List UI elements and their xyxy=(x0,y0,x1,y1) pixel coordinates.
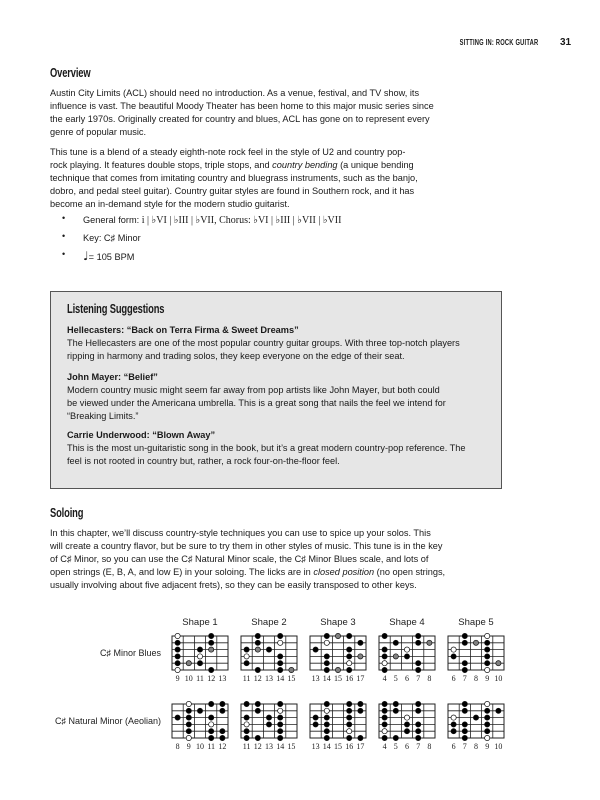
text-line: genre of popular music. xyxy=(50,127,147,137)
scale-note-dot xyxy=(220,729,225,734)
scale-note-dot xyxy=(382,667,387,672)
text-line: This is the most un-guitaristic song in the book, but it’s a great modern country-pop reference. The xyxy=(67,443,466,453)
text-line: Austin City Limits (ACL) should need no introduction. As a venue, festival, and TV show, its xyxy=(50,88,420,98)
root-note-dot xyxy=(175,633,180,638)
scale-note-dot xyxy=(404,729,409,734)
fret-number: 13 xyxy=(218,674,227,683)
scale-note-dot xyxy=(462,708,467,713)
text-line: influence is vast. The beautiful Moody Theater has been home to this major music series since xyxy=(50,101,434,111)
scale-note-dot xyxy=(358,708,363,713)
text-line: This tune is a blend of a steady eighth-note rock feel in the style of U2 and country pop- xyxy=(50,147,406,157)
listening-item xyxy=(67,429,466,468)
scale-note-dot xyxy=(266,715,271,720)
blue-note-dot xyxy=(427,640,432,645)
scale-note-dot xyxy=(404,722,409,727)
scale-note-dot xyxy=(358,735,363,740)
scale-note-dot xyxy=(347,647,352,652)
root-note-dot xyxy=(382,661,387,666)
scale-note-dot xyxy=(278,701,283,706)
scale-note-dot xyxy=(313,722,318,727)
scale-note-dot xyxy=(175,640,180,645)
scale-note-dot xyxy=(255,633,260,638)
scale-note-dot xyxy=(382,633,387,638)
root-note-dot xyxy=(404,647,409,652)
fret-number: 11 xyxy=(196,674,204,683)
scale-note-dot xyxy=(324,729,329,734)
root-note-dot xyxy=(175,667,180,672)
scale-note-dot xyxy=(347,715,352,720)
blue-note-dot xyxy=(255,647,260,652)
listening-item xyxy=(67,324,460,363)
scale-label: C♯ Minor Blues xyxy=(99,648,161,658)
root-note-dot xyxy=(186,735,191,740)
scale-note-dot xyxy=(496,708,501,713)
fret-number: 16 xyxy=(345,742,354,751)
song-title: Hellecasters: “Back on Terra Firma & Sweet Dreams” xyxy=(67,325,299,335)
fret-number: 13 xyxy=(311,742,320,751)
fret-number: 15 xyxy=(334,674,342,683)
fret-number: 8 xyxy=(175,742,180,751)
scale-note-dot xyxy=(324,701,329,706)
text-span: open strings (E, B, A, and low E) in your soloing. The licks are in xyxy=(50,567,314,577)
blue-note-dot xyxy=(289,667,294,672)
scale-note-dot xyxy=(462,722,467,727)
italic-term: country bending xyxy=(272,160,338,170)
fret-number: 17 xyxy=(356,674,365,683)
scale-note-dot xyxy=(347,701,352,706)
shape-title: Shape 2 xyxy=(251,617,287,628)
root-note-dot xyxy=(244,722,249,727)
scale-note-dot xyxy=(393,708,398,713)
scale-note-dot xyxy=(404,654,409,659)
text-line: will create a country flavor, but be sure to try them in other styles of music. This tune is in the key xyxy=(50,541,443,551)
scale-note-dot xyxy=(485,661,490,666)
scale-note-dot xyxy=(324,667,329,672)
scale-note-dot xyxy=(244,729,249,734)
root-note-dot xyxy=(485,667,490,672)
text-line: the early 1970s. Originally created for country and blues, ACL has gone on to represent every xyxy=(50,114,430,124)
scale-note-dot xyxy=(175,647,180,652)
bullet-icon: • xyxy=(62,213,66,223)
blue-note-dot xyxy=(335,633,340,638)
root-note-dot xyxy=(324,708,329,713)
scale-note-dot xyxy=(416,640,421,645)
scale-note-dot xyxy=(347,735,352,740)
scale-note-dot xyxy=(278,661,283,666)
scale-note-dot xyxy=(255,708,260,713)
scale-note-dot xyxy=(451,729,456,734)
fret-number: 7 xyxy=(462,742,467,751)
root-note-dot xyxy=(278,640,283,645)
scale-note-dot xyxy=(462,633,467,638)
root-note-dot xyxy=(485,701,490,706)
scale-note-dot xyxy=(416,729,421,734)
scale-note-dot xyxy=(347,708,352,713)
listening-heading: Listening Suggestions xyxy=(67,301,165,316)
fret-number: 14 xyxy=(322,742,331,751)
fret-number: 12 xyxy=(253,742,262,751)
overview-heading: Overview xyxy=(50,65,91,80)
scale-note-dot xyxy=(313,647,318,652)
scale-note-dot xyxy=(416,722,421,727)
scale-note-dot xyxy=(186,715,191,720)
fretboard-grid xyxy=(241,636,297,670)
blue-note-dot xyxy=(358,654,363,659)
scale-note-dot xyxy=(255,735,260,740)
scale-note-dot xyxy=(347,654,352,659)
italic-term: closed position xyxy=(313,567,375,577)
scale-note-dot xyxy=(244,735,249,740)
scale-note-dot xyxy=(278,735,283,740)
text-span: rock playing. It features double stops, triple stops, and xyxy=(50,160,273,170)
root-note-dot xyxy=(244,654,249,659)
scale-note-dot xyxy=(485,722,490,727)
fretboard-grid xyxy=(310,704,366,738)
bullet-icon: • xyxy=(62,249,66,259)
scale-note-dot xyxy=(416,708,421,713)
blue-note-dot xyxy=(473,640,478,645)
root-note-dot xyxy=(451,715,456,720)
fret-number: 4 xyxy=(382,742,387,751)
shape-title: Shape 4 xyxy=(389,617,425,628)
text-line: of C♯ Minor, so you can use the C♯ Natural Minor scale, the C♯ Minor Blues scale, and lots of xyxy=(50,554,429,564)
scale-note-dot xyxy=(197,647,202,652)
fret-number: 14 xyxy=(322,674,331,683)
bullet-tempo xyxy=(83,250,134,264)
fret-number: 5 xyxy=(393,674,398,683)
scale-note-dot xyxy=(347,667,352,672)
scale-note-dot xyxy=(451,654,456,659)
root-note-dot xyxy=(324,640,329,645)
scale-note-dot xyxy=(209,667,214,672)
fret-number: 10 xyxy=(494,674,503,683)
fret-number: 13 xyxy=(311,674,320,683)
scale-note-dot xyxy=(462,661,467,666)
text-line xyxy=(50,566,445,579)
root-note-dot xyxy=(404,715,409,720)
fret-number: 14 xyxy=(276,742,285,751)
fret-number: 12 xyxy=(253,674,262,683)
scale-note-dot xyxy=(244,647,249,652)
scale-note-dot xyxy=(324,654,329,659)
soloing-paragraph xyxy=(50,527,445,592)
scale-note-dot xyxy=(485,640,490,645)
scale-note-dot xyxy=(313,715,318,720)
scale-note-dot xyxy=(255,640,260,645)
scale-note-dot xyxy=(278,729,283,734)
scale-note-dot xyxy=(266,722,271,727)
scale-note-dot xyxy=(209,735,214,740)
scale-diagrams xyxy=(0,600,600,760)
shape-title: Shape 3 xyxy=(320,617,356,628)
fretboard-grid xyxy=(310,636,366,670)
scale-note-dot xyxy=(175,715,180,720)
scale-note-dot xyxy=(324,735,329,740)
scale-note-dot xyxy=(266,647,271,652)
scale-note-dot xyxy=(278,715,283,720)
scale-note-dot xyxy=(186,722,191,727)
tempo-value: = 105 BPM xyxy=(88,252,135,262)
shape-title: Shape 1 xyxy=(182,617,218,628)
scale-note-dot xyxy=(416,661,421,666)
root-note-dot xyxy=(278,708,283,713)
scale-note-dot xyxy=(244,661,249,666)
scale-note-dot xyxy=(393,701,398,706)
scale-note-dot xyxy=(485,715,490,720)
text-line: feel is not rooted in country but, rather, a rock four-on-the-floor feel. xyxy=(67,456,340,466)
scale-note-dot xyxy=(209,633,214,638)
fret-number: 6 xyxy=(405,742,409,751)
scale-note-dot xyxy=(485,708,490,713)
fret-number: 7 xyxy=(462,674,467,683)
scale-note-dot xyxy=(416,701,421,706)
fret-number: 14 xyxy=(276,674,285,683)
fret-number: 8 xyxy=(474,674,478,683)
text-line: Modern country music might seem far away from pop artists like John Mayer, but both could xyxy=(67,385,440,395)
scale-note-dot xyxy=(220,735,225,740)
soloing-heading: Soloing xyxy=(50,505,84,520)
overview-paragraph-2 xyxy=(50,146,418,211)
fret-number: 17 xyxy=(356,742,365,751)
listening-item xyxy=(67,371,446,423)
scale-note-dot xyxy=(255,667,260,672)
text-line: become an in-demand style for the modern studio guitarist. xyxy=(50,199,290,209)
scale-note-dot xyxy=(220,708,225,713)
blue-note-dot xyxy=(209,647,214,652)
scale-note-dot xyxy=(473,715,478,720)
scale-note-dot xyxy=(175,654,180,659)
scale-note-dot xyxy=(382,722,387,727)
fret-number: 15 xyxy=(287,674,296,683)
root-note-dot xyxy=(209,722,214,727)
scale-note-dot xyxy=(462,729,467,734)
scale-note-dot xyxy=(382,735,387,740)
root-note-dot xyxy=(451,647,456,652)
text-span: (a unique bending xyxy=(337,160,414,170)
fret-number: 12 xyxy=(207,674,216,683)
fret-number: 10 xyxy=(184,674,193,683)
scale-note-dot xyxy=(244,701,249,706)
text-line: ripping in harmony and trading solos, they keep everyone on the edge of their seat. xyxy=(67,351,405,361)
fret-number: 4 xyxy=(382,674,387,683)
fret-number: 5 xyxy=(393,742,398,751)
song-title: Carrie Underwood: “Blown Away” xyxy=(67,430,216,440)
running-head-title: SITTING IN: ROCK GUITAR xyxy=(459,38,538,47)
fretboard-grid xyxy=(379,636,435,670)
scale-note-dot xyxy=(324,633,329,638)
scale-note-dot xyxy=(393,735,398,740)
fret-number: 13 xyxy=(265,674,273,683)
scale-note-dot xyxy=(209,715,214,720)
chord-progression: i | ♭VI | ♭III | ♭VII, Chorus: ♭VI | ♭III | ♭VII | ♭VII xyxy=(141,215,342,226)
fret-number: 8 xyxy=(427,674,432,683)
scale-note-dot xyxy=(209,640,214,645)
root-note-dot xyxy=(347,729,352,734)
fret-number: 11 xyxy=(242,674,251,683)
scale-note-dot xyxy=(382,701,387,706)
scale-label: C♯ Natural Minor (Aeolian) xyxy=(54,716,161,726)
scale-note-dot xyxy=(209,729,214,734)
scale-note-dot xyxy=(416,735,421,740)
scale-note-dot xyxy=(220,701,225,706)
bullet-icon: • xyxy=(62,231,66,241)
scale-note-dot xyxy=(393,640,398,645)
quarter-note-icon: ♩ xyxy=(83,249,89,263)
scale-note-dot xyxy=(197,661,202,666)
text-line xyxy=(50,159,418,172)
scale-note-dot xyxy=(186,729,191,734)
root-note-dot xyxy=(485,633,490,638)
scale-note-dot xyxy=(485,729,490,734)
scale-note-dot xyxy=(382,708,387,713)
fret-number: 9 xyxy=(175,674,180,683)
fret-number: 11 xyxy=(207,742,216,751)
fret-number: 6 xyxy=(405,674,409,683)
text-line: technique that comes from imitating country and bluegrass instruments, such as the banjo, xyxy=(50,173,418,183)
fret-number: 10 xyxy=(494,742,503,751)
overview-paragraph-1 xyxy=(50,87,434,139)
scale-note-dot xyxy=(255,701,260,706)
scale-note-dot xyxy=(278,654,283,659)
fret-number: 7 xyxy=(416,674,421,683)
scale-note-dot xyxy=(462,735,467,740)
fret-number: 6 xyxy=(451,674,456,683)
scale-note-dot xyxy=(197,708,202,713)
scale-note-dot xyxy=(347,633,352,638)
blue-note-dot xyxy=(496,661,501,666)
fret-number: 8 xyxy=(474,742,478,751)
text-line: be viewed under the Americana umbrella. This is a great song that nails the feel we intend for xyxy=(67,398,446,408)
scale-note-dot xyxy=(382,715,387,720)
scale-note-dot xyxy=(451,722,456,727)
shape-title: Shape 5 xyxy=(458,617,494,628)
blue-note-dot xyxy=(335,667,340,672)
fret-number: 10 xyxy=(196,742,204,751)
song-title: John Mayer: “Belief” xyxy=(67,372,158,382)
text-line: The Hellecasters are one of the most popular country guitar groups. With three top-notch players xyxy=(67,338,460,348)
text-line: “Breaking Limits.” xyxy=(67,411,139,421)
bullet-label: General form: xyxy=(83,215,142,225)
scale-note-dot xyxy=(462,667,467,672)
fret-number: 6 xyxy=(451,742,456,751)
fret-number: 9 xyxy=(485,674,490,683)
fretboard-grid xyxy=(241,704,297,738)
text-line: dobro, and pedal steel guitar). Country guitar styles are found in Southern rock, and it has xyxy=(50,186,415,196)
root-note-dot xyxy=(347,661,352,666)
fret-number: 11 xyxy=(242,742,251,751)
scale-note-dot xyxy=(175,661,180,666)
blue-note-dot xyxy=(393,654,398,659)
root-note-dot xyxy=(197,654,202,659)
scale-note-dot xyxy=(244,715,249,720)
fretboard-grid xyxy=(448,704,504,738)
scale-note-dot xyxy=(485,654,490,659)
scale-note-dot xyxy=(462,701,467,706)
fret-number: 15 xyxy=(334,742,342,751)
page-number: 31 xyxy=(560,37,572,48)
text-line: In this chapter, we’ll discuss country-style techniques you can use to spice up your solos. This xyxy=(50,528,431,538)
scale-note-dot xyxy=(278,633,283,638)
scale-note-dot xyxy=(324,715,329,720)
fret-number: 9 xyxy=(186,742,191,751)
scale-note-dot xyxy=(416,667,421,672)
blue-note-dot xyxy=(186,661,191,666)
root-note-dot xyxy=(186,701,191,706)
fret-number: 7 xyxy=(416,742,421,751)
scale-note-dot xyxy=(358,640,363,645)
fret-number: 15 xyxy=(287,742,296,751)
fret-number: 16 xyxy=(345,674,354,683)
bullet-general-form xyxy=(83,214,341,227)
scale-note-dot xyxy=(278,722,283,727)
scale-note-dot xyxy=(347,722,352,727)
text-line: usually involving about five adjacent frets), so they can be easily transposed to other keys. xyxy=(50,580,417,590)
fret-number: 8 xyxy=(427,742,432,751)
fret-number: 13 xyxy=(265,742,273,751)
scale-note-dot xyxy=(186,708,191,713)
text-span: (no open strings, xyxy=(374,567,446,577)
scale-note-dot xyxy=(382,647,387,652)
scale-note-dot xyxy=(485,647,490,652)
bullet-key: Key: C♯ Minor xyxy=(83,233,141,243)
fret-number: 9 xyxy=(485,742,490,751)
fret-number: 12 xyxy=(218,742,227,751)
scale-note-dot xyxy=(462,640,467,645)
root-note-dot xyxy=(382,729,387,734)
scale-note-dot xyxy=(209,701,214,706)
scale-note-dot xyxy=(416,633,421,638)
scale-note-dot xyxy=(382,654,387,659)
root-note-dot xyxy=(485,735,490,740)
scale-note-dot xyxy=(358,701,363,706)
scale-note-dot xyxy=(324,661,329,666)
scale-note-dot xyxy=(324,722,329,727)
scale-note-dot xyxy=(278,667,283,672)
